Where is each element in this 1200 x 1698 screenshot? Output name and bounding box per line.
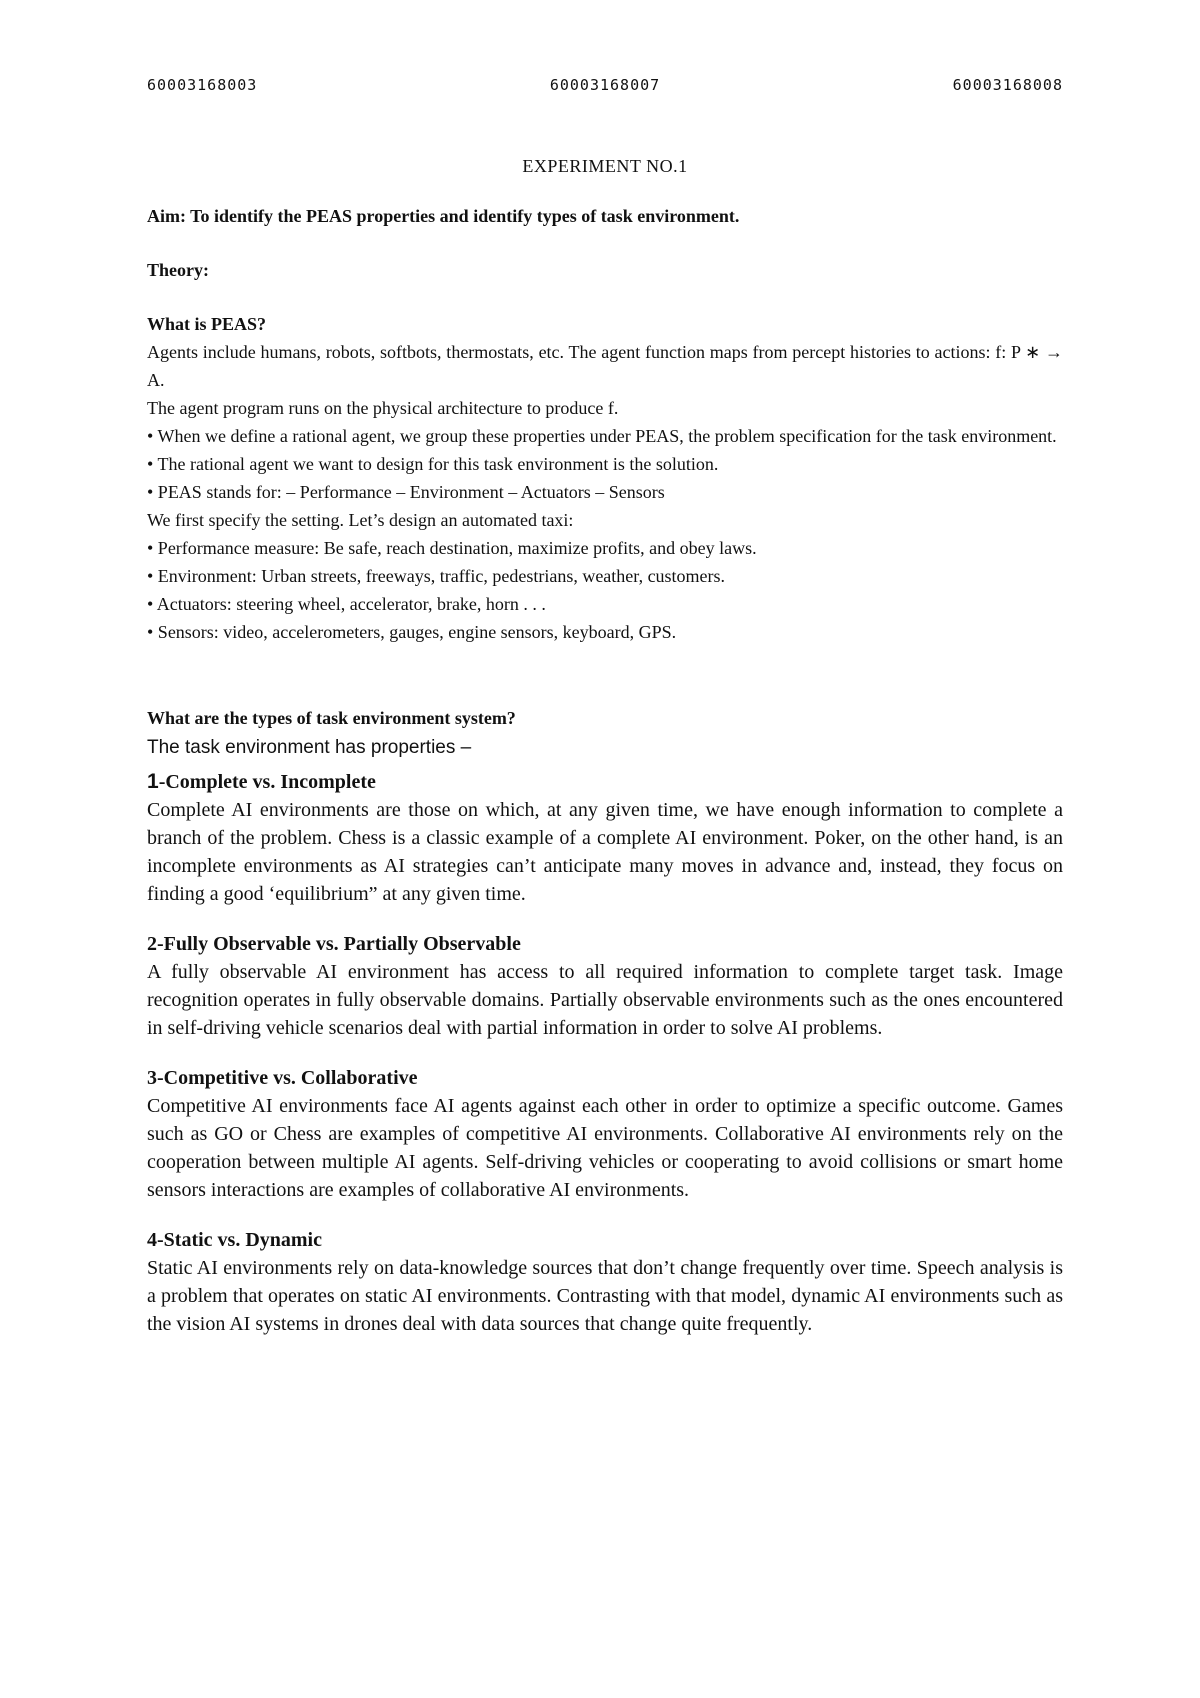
- peas-line: The agent program runs on the physical architecture to produce f.: [147, 398, 619, 418]
- theory-label: Theory:: [147, 260, 209, 280]
- peas-bullet: • Environment: Urban streets, freeways, traffic, pedestrians, weather, customers.: [147, 566, 726, 586]
- section-number: 3: [147, 1067, 157, 1089]
- peas-bullet: • Actuators: steering wheel, accelerator, brake, horn . . .: [147, 594, 546, 614]
- section-body: Static AI environments rely on data-knowledge sources that don’t change frequently over time. Speech analysis is a problem that operates on static AI environments. Contrasting with that model, dynamic AI environments such as the vision AI systems in drones deal with data sources that change quite frequently.: [147, 1257, 1063, 1335]
- peas-heading: What is PEAS?: [147, 314, 267, 334]
- aim-statement: Aim: To identify the PEAS properties and identify types of task environment.: [147, 206, 740, 226]
- section-heading: [147, 930, 1063, 958]
- section-heading: [147, 768, 1063, 796]
- header-student-ids: [147, 76, 1063, 94]
- section-number: 4: [147, 1229, 157, 1251]
- env-section-3: [147, 1064, 1063, 1204]
- document-body: [147, 152, 1063, 1338]
- env-section-4: [147, 1226, 1063, 1338]
- student-id-2: 60003168007: [549, 76, 661, 94]
- peas-bullet: • PEAS stands for: – Performance – Environment – Actuators – Sensors: [147, 482, 665, 502]
- peas-bullet: • Performance measure: Be safe, reach destination, maximize profits, and obey laws.: [147, 538, 757, 558]
- peas-bullet: • Sensors: video, accelerometers, gauges, engine sensors, keyboard, GPS.: [147, 622, 677, 642]
- section-heading: [147, 1226, 1063, 1254]
- student-id-1: 60003168003: [147, 76, 258, 94]
- env-section-1: [147, 768, 1063, 908]
- section-body: A fully observable AI environment has access to all required information to complete target task. Image recognition operates in fully observable domains. Partially observable environments such as the ones encountered in self-driving vehicle scenarios deal with partial information in order to solve AI problems.: [147, 961, 1063, 1039]
- peas-bullet: • The rational agent we want to design for this task environment is the solution.: [147, 454, 719, 474]
- section-title: -Competitive vs. Collaborative: [157, 1067, 418, 1089]
- section-title: -Fully Observable vs. Partially Observable: [157, 933, 521, 955]
- peas-line: We first specify the setting. Let’s design an automated taxi:: [147, 510, 574, 530]
- section-number: 2: [147, 933, 157, 955]
- section-spacer: [147, 646, 1063, 704]
- env-section-2: [147, 930, 1063, 1042]
- types-intro: The task environment has properties –: [147, 737, 472, 758]
- section-heading: [147, 1064, 1063, 1092]
- section-title: -Static vs. Dynamic: [157, 1229, 322, 1251]
- types-heading: What are the types of task environment system?: [147, 708, 516, 728]
- student-id-3: 60003168008: [952, 76, 1063, 94]
- peas-paragraph: Agents include humans, robots, softbots, thermostats, etc. The agent function maps from percept histories to actions: f: P ∗ → A.: [147, 342, 1063, 390]
- page-title: EXPERIMENT NO.1: [522, 156, 688, 176]
- section-number: 1: [147, 770, 159, 793]
- section-body: Complete AI environments are those on which, at any given time, we have enough information to complete a branch of the problem. Chess is a classic example of a complete AI environment. Poker, on the other hand, is an incomplete environments as AI strategies can’t anticipate many moves in advance and, instead, they focus on finding a good ‘equilibrium” at any given time.: [147, 799, 1063, 905]
- section-body: Competitive AI environments face AI agents against each other in order to optimize a specific outcome. Games such as GO or Chess are examples of competitive AI environments. Collaborative AI environments rely on the cooperation between multiple AI agents. Self-driving vehicles or cooperating to avoid collisions or smart home sensors interactions are examples of collaborative AI environments.: [147, 1095, 1063, 1201]
- peas-bullet: • When we define a rational agent, we group these properties under PEAS, the problem specification for the task environment.: [147, 426, 1057, 446]
- section-title: -Complete vs. Incomplete: [158, 771, 376, 793]
